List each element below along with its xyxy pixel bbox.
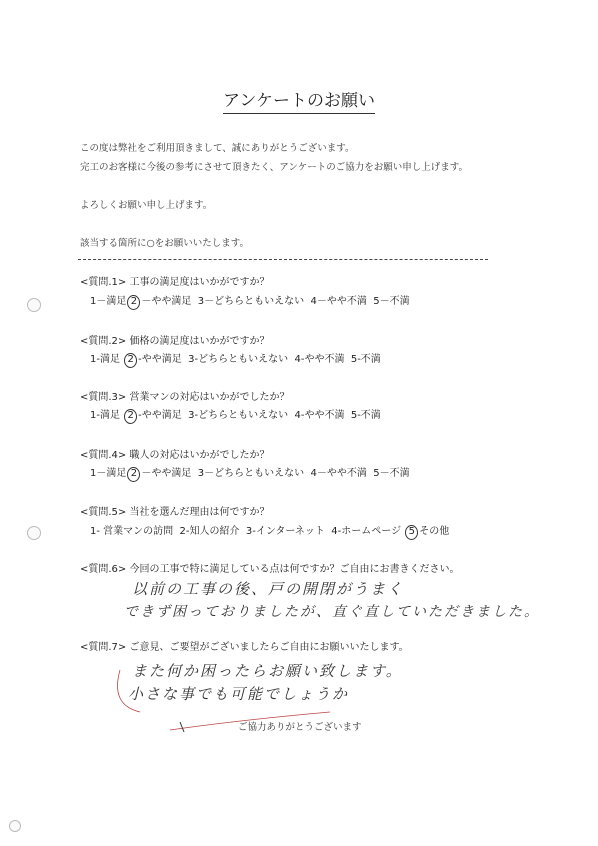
q2-selected-option-2[interactable]: 2 (124, 353, 137, 368)
q4-option-2-label[interactable]: －やや満足 (141, 468, 192, 479)
question-4-options (90, 464, 410, 482)
q4-option-4[interactable]: 4－やや不満 (310, 468, 367, 479)
binder-hole-top (27, 298, 41, 312)
q2-option-4[interactable]: 4-やや不満 (294, 354, 345, 365)
q1-option-5[interactable]: 5－不満 (373, 296, 410, 307)
intro-line-3: よろしくお願い申し上げます。 (80, 200, 213, 211)
question-7-answer-line-1: また何か困ったらお願い致します。 (132, 662, 403, 680)
q4-option-1[interactable]: 1－満足 (90, 468, 127, 479)
q5-option-1[interactable]: 1- 営業マンの訪問 (90, 526, 174, 537)
question-6-label: <質問.6> 今回の工事で特に満足している点は何ですか？ご自由にお書きください。 (80, 564, 460, 575)
q2-option-1[interactable]: 1-満足 (90, 354, 120, 365)
binder-hole-corner (9, 820, 21, 832)
binder-hole-bottom (27, 526, 41, 540)
question-2-label: <質問.2> 価格の満足度はいかがですか？ (80, 336, 270, 347)
question-6-answer-line-1: 以前の工事の後、戸の開閉がうまく (132, 580, 405, 598)
q1-option-2-label[interactable]: －やや満足 (141, 296, 192, 307)
q3-option-1[interactable]: 1-満足 (90, 410, 120, 421)
q4-option-3[interactable]: 3－どちらともいえない (197, 468, 305, 479)
q5-selected-option-5[interactable]: 5 (405, 525, 418, 540)
q3-option-2-label[interactable]: -やや満足 (138, 410, 182, 421)
q3-option-4[interactable]: 4-やや不満 (294, 410, 345, 421)
question-1-label: <質問.1> 工事の満足度はいかがですか？ (80, 277, 270, 288)
intro-line-2: 完工のお客様に今後の参考にさせて頂きたく、アンケートのご協力をお願い申し上げます。 (80, 162, 468, 173)
question-7-label: <質問.7> ご意見、ご要望がございましたらご自由にお願いいたします。 (80, 642, 409, 653)
page-title: アンケートのお願い (0, 86, 598, 111)
q1-option-1[interactable]: 1－満足 (90, 296, 127, 307)
q3-selected-option-2[interactable]: 2 (124, 409, 137, 424)
q3-option-5[interactable]: 5-不満 (350, 410, 381, 421)
question-1-options (90, 292, 410, 310)
q4-option-5[interactable]: 5－不満 (373, 468, 410, 479)
question-3-label: <質問.3> 営業マンの対応はいかがでしたか？ (80, 392, 290, 403)
q5-option-2[interactable]: 2-知人の紹介 (179, 526, 240, 537)
q5-option-3[interactable]: 3-インターネット (245, 526, 325, 537)
question-5-label: <質問.5> 当社を選んだ理由は何ですか？ (80, 507, 270, 518)
question-3-options (90, 406, 381, 424)
dashed-divider (78, 259, 488, 260)
q2-option-3[interactable]: 3-どちらともいえない (188, 354, 289, 365)
instruction-line: 該当する箇所に○をお願いいたします。 (80, 238, 250, 249)
question-4-label: <質問.4> 職人の対応はいかがでしたか？ (80, 450, 270, 461)
q2-option-2-label[interactable]: -やや満足 (138, 354, 182, 365)
q5-option-4[interactable]: 4-ホームページ (331, 526, 402, 537)
question-5-options (90, 522, 449, 540)
question-7-answer-line-2: 小さな事でも可能でしょうか (128, 685, 350, 703)
q5-option-5-label[interactable]: その他 (419, 526, 450, 537)
intro-line-1: この度は弊社をご利用頂きまして、誠にありがとうございます。 (80, 143, 355, 154)
footer-thanks: ご協力ありがとうございます (238, 722, 362, 733)
q1-option-4[interactable]: 4－やや不満 (310, 296, 367, 307)
q1-option-3[interactable]: 3－どちらともいえない (197, 296, 305, 307)
q4-selected-option-2[interactable]: 2 (127, 467, 140, 482)
question-2-options (90, 350, 381, 368)
q2-option-5[interactable]: 5-不満 (350, 354, 381, 365)
q1-selected-option-2[interactable]: 2 (127, 295, 140, 310)
question-6-answer-line-2: できず困っておりましたが、直ぐ直していただきました。 (124, 604, 540, 620)
q3-option-3[interactable]: 3-どちらともいえない (188, 410, 289, 421)
